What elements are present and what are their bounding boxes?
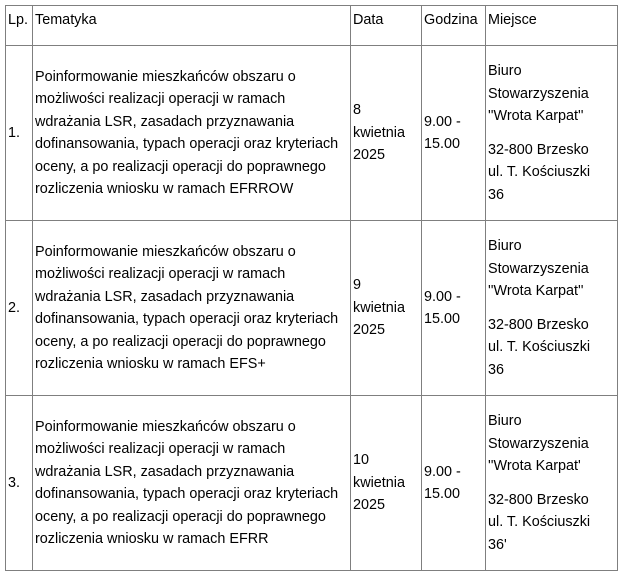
date-year: 2025 bbox=[353, 322, 386, 339]
place-line-3: ''Wrota Karpat'' bbox=[488, 283, 584, 299]
hour-start: 9.00 - bbox=[424, 288, 461, 305]
hour-start: 9.00 - bbox=[424, 463, 461, 480]
date-day: 9 bbox=[353, 277, 362, 294]
row-place bbox=[486, 46, 618, 221]
place-line-5: ul. T. Kościuszki bbox=[488, 339, 591, 355]
row-place bbox=[486, 221, 618, 396]
row-hour bbox=[422, 46, 486, 221]
place-line-3: ''Wrota Karpat' bbox=[488, 458, 581, 474]
date-month: kwietnia bbox=[353, 299, 405, 316]
place-line-3: ''Wrota Karpat'' bbox=[488, 108, 584, 124]
table-header-row bbox=[6, 6, 618, 46]
row-hour bbox=[422, 221, 486, 396]
row-date bbox=[351, 221, 422, 396]
table-row bbox=[6, 396, 618, 571]
date-year: 2025 bbox=[353, 497, 386, 514]
row-date bbox=[351, 396, 422, 571]
row-place bbox=[486, 396, 618, 571]
date-year: 2025 bbox=[353, 147, 386, 164]
date-day: 8 bbox=[353, 102, 362, 119]
place-line-6: 36 bbox=[488, 361, 505, 378]
place-line-4: 32-800 Brzesko bbox=[488, 316, 589, 333]
place-line-1: Biuro bbox=[488, 63, 522, 79]
row-date bbox=[351, 46, 422, 221]
row-lp: 2. bbox=[6, 221, 33, 396]
topic-text: Poinformowanie mieszkańców obszaru o możliwości realizacji operacji w ramach wdrażania LSR, zasadach przyznawania dofinansowania, typach operacji oraz kryteriach oceny, a po realizacji operacji do poprawnego rozliczenia wniosku w ramach EFRR bbox=[35, 418, 339, 547]
topic-text: Poinformowanie mieszkańców obszaru o możliwości realizacji operacji w ramach wdrażania LSR, zasadach przyznawania dofinansowania, typach operacji oraz kryteriach oceny, a po realizacji operacji do poprawnego rozliczenia wniosku w ramach EFS+ bbox=[35, 243, 339, 372]
place-line-2: Stowarzyszenia bbox=[488, 435, 589, 452]
place-line-2: Stowarzyszenia bbox=[488, 260, 589, 277]
table-row bbox=[6, 46, 618, 221]
date-month: kwietnia bbox=[353, 474, 405, 491]
place-line-4: 32-800 Brzesko bbox=[488, 141, 589, 158]
row-topic bbox=[33, 221, 351, 396]
place-line-1: Biuro bbox=[488, 238, 522, 254]
row-topic bbox=[33, 46, 351, 221]
topic-text: Poinformowanie mieszkańców obszaru o możliwości realizacji operacji w ramach wdrażania LSR, zasadach przyznawania dofinansowania, typach operacji oraz kryteriach oceny, a po realizacji operacji do poprawnego rozliczenia wniosku w ramach EFRROW bbox=[35, 68, 339, 197]
place-line-5: ul. T. Kościuszki bbox=[488, 514, 591, 530]
place-line-2: Stowarzyszenia bbox=[488, 85, 589, 102]
hour-end: 15.00 bbox=[424, 311, 461, 327]
place-line-1: Biuro bbox=[488, 413, 522, 429]
row-hour bbox=[422, 396, 486, 571]
hour-end: 15.00 bbox=[424, 136, 461, 152]
place-line-5: ul. T. Kościuszki bbox=[488, 164, 591, 180]
header-lp: Lp. bbox=[6, 6, 33, 46]
schedule-table bbox=[5, 5, 618, 571]
header-date: Data bbox=[351, 6, 422, 46]
table-row bbox=[6, 221, 618, 396]
place-line-4: 32-800 Brzesko bbox=[488, 491, 589, 508]
date-month: kwietnia bbox=[353, 124, 405, 141]
row-lp: 1. bbox=[6, 46, 33, 221]
hour-start: 9.00 - bbox=[424, 113, 461, 130]
hour-end: 15.00 bbox=[424, 486, 461, 502]
header-place: Miejsce bbox=[486, 6, 618, 46]
place-line-6: 36' bbox=[488, 536, 507, 553]
row-topic bbox=[33, 396, 351, 571]
header-hour: Godzina bbox=[422, 6, 486, 46]
row-lp: 3. bbox=[6, 396, 33, 571]
place-line-6: 36 bbox=[488, 186, 505, 203]
date-day: 10 bbox=[353, 452, 370, 469]
header-topic: Tematyka bbox=[33, 6, 351, 46]
